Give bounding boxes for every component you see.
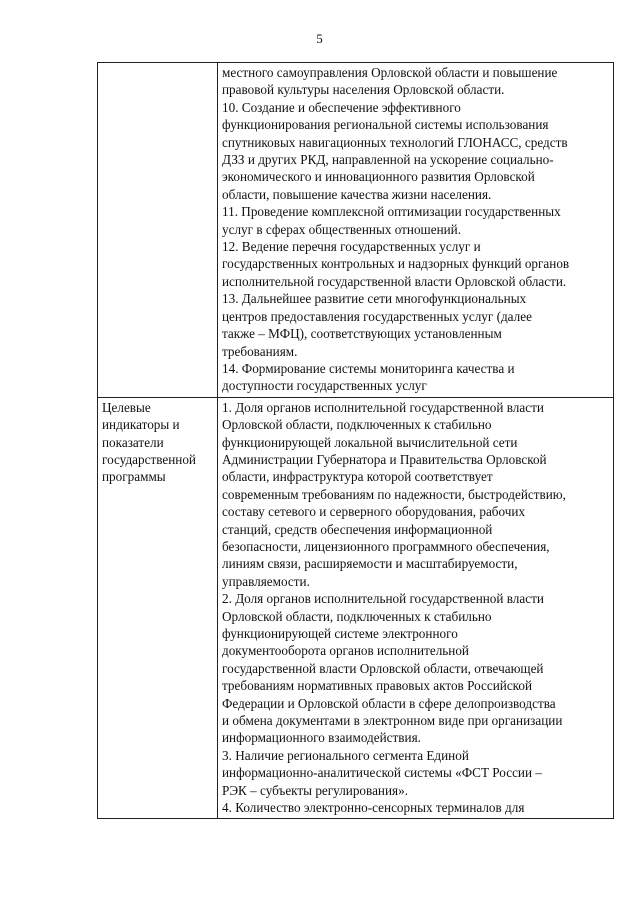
list-item: местного самоуправления Орловской области и повышение правовой культуры населения Орловской области. [222,65,558,98]
row-label: Целевые индикаторы и показатели государственной программы [102,399,196,485]
list-item: 10. Создание и обеспечение эффективного функционирования региональной системы использования спутниковых навигационных технологий ГЛОНАСС, средств ДЗЗ и других РКД, направленной на ускорение социально- экономического и инновационного развития Орловской области, повышение качества жизни населения. [222,99,568,202]
list-item: 2. Доля органов исполнительной государственной власти Орловской области, подключенных к стабильно функционирующей системе электронного документооборота органов исполнительной государственной власти Орловской области, отвечающей требованиям нормативных правовых актов Российской Федерации и Орловской области в сфере делопроизводства и обмена документами в электронном виде при организации информационного взаимодействия. [222,591,563,746]
list-item: 4. Количество электронно-сенсорных терминалов для [222,800,525,816]
page-number: 5 [316,31,323,46]
table-row [98,397,614,819]
list-item: 11. Проведение комплексной оптимизации государственных услуг в сферах общественных отношений. [222,204,561,237]
list-item: 1. Доля органов исполнительной государственной власти Орловской области, подключенных к стабильно функционирующей локальной вычислительной сети Администрации Губернатора и Правительства Орловской области, инфраструктура которой соответствует современным требованиям по надежности, быстродействию, составу сетевого и серверного оборудования, рабочих станций, средств обеспечения информационной безопасности, лицензионного программного обеспечения, линиям связи, расширяемости и масштабируемости, управляемости. [222,399,566,589]
row-content-cell [218,397,614,819]
table-row [98,63,614,398]
list-item: 3. Наличие регионального сегмента Единой информационно-аналитической системы «ФСТ России – РЭК – субъекты регулирования». [222,747,542,798]
list-item: 13. Дальнейшее развитие сети многофункциональных центров предоставления государственных услуг (далее также – МФЦ), соответствующих установленным требованиям. [222,291,532,359]
row-content-cell [218,63,614,398]
program-passport-table [97,62,614,819]
list-item: 14. Формирование системы мониторинга качества и доступности государственных услуг [222,360,515,394]
row-label-cell [98,397,218,819]
row-label-cell [98,63,218,398]
list-item: 12. Ведение перечня государственных услуг и государственных контрольных и надзорных функций органов исполнительной государственной власти Орловской области. [222,239,570,289]
